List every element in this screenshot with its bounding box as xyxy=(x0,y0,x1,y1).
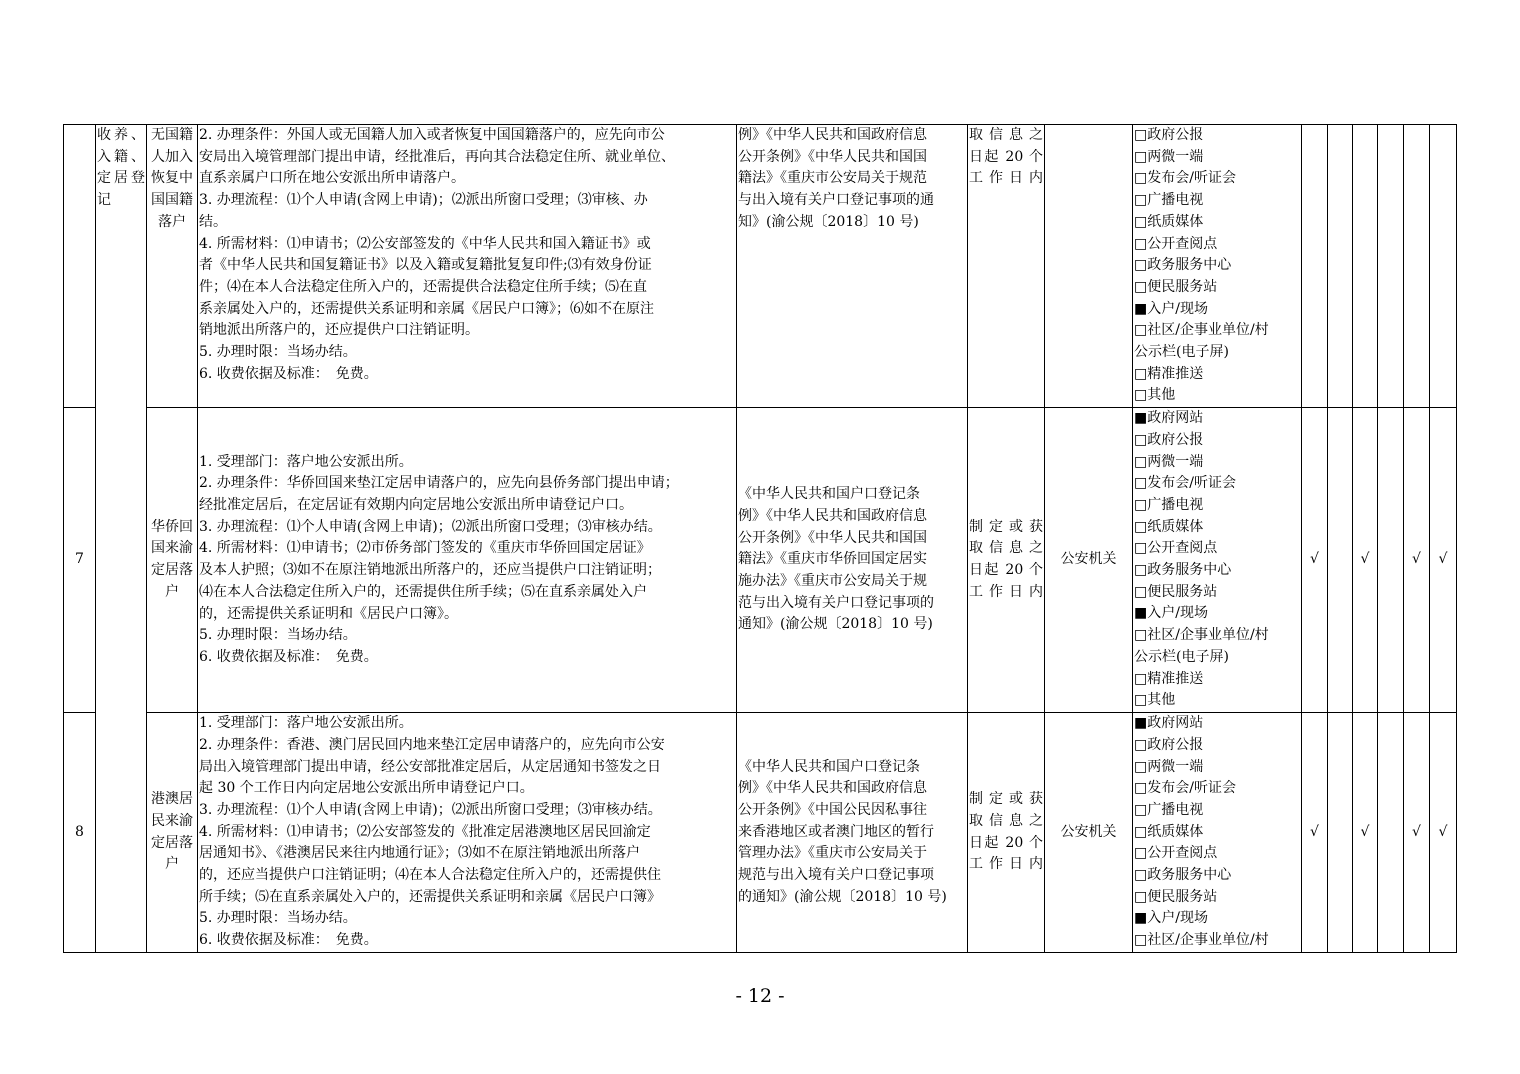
disclosure-table xyxy=(63,124,1457,953)
text-line: 安局出入境管理部门提出申请，经批准后，再向其合法稳定住所、就业单位、 xyxy=(199,148,675,165)
table-row xyxy=(64,713,1457,953)
text-line: 籍法》《重庆市华侨回国定居实 xyxy=(738,551,927,568)
text-line: 华侨回 xyxy=(151,518,193,535)
text-line: 《中华人民共和国户口登记条 xyxy=(738,758,920,775)
check-mark xyxy=(1378,408,1404,713)
text-line: 定居落 xyxy=(151,562,193,579)
text-line: 1. 受理部门：落户地公安派出所。 xyxy=(199,453,413,470)
text-line: 收养、 xyxy=(97,127,145,143)
item-name-cell xyxy=(147,713,198,953)
text-line: □公开查阅点 xyxy=(1134,235,1218,252)
text-line: ⑷在本人合法稳定住所入户的，还需提供住所手续；⑸在直系亲属处入户 xyxy=(199,583,647,600)
text-line: 结。 xyxy=(199,213,227,230)
check-mark: √ xyxy=(1404,713,1430,953)
text-line: 恢复中 xyxy=(151,170,193,187)
text-line: □社区/企事业单位/村 xyxy=(1134,322,1269,339)
text-line: 例》《中华人民共和国政府信息 xyxy=(738,780,927,797)
text-line: □广播电视 xyxy=(1134,192,1204,209)
text-line: 国国籍 xyxy=(151,192,193,209)
text-line: □两微一端 xyxy=(1134,148,1204,165)
text-line: 4. 所需材料：⑴申请书；⑵公安部签发的《批准定居港澳地区居民回渝定 xyxy=(199,823,651,840)
text-line: 来香港地区或者澳门地区的暂行 xyxy=(738,823,934,840)
text-line: 无国籍 xyxy=(151,127,193,143)
text-line: ■政府网站 xyxy=(1134,715,1204,732)
text-line: 日起 20 个 xyxy=(969,834,1043,851)
text-line: 5. 办理时限：当场办结。 xyxy=(199,910,357,927)
text-line: 公开条例》《中国公民因私事往 xyxy=(738,801,927,818)
channels-cell xyxy=(1133,125,1302,408)
text-line: □其他 xyxy=(1134,387,1176,404)
text-line: 者《中华人民共和国复籍证书》以及入籍或复籍批复复印件;⑶有效身份证 xyxy=(199,257,652,274)
item-name-cell xyxy=(147,125,198,408)
check-mark xyxy=(1404,125,1430,408)
text-line: 规范与出入境有关户口登记事项 xyxy=(738,867,934,884)
check-mark: √ xyxy=(1353,713,1378,953)
text-line: 的通知》(渝公规〔2018〕10 号) xyxy=(738,888,947,905)
text-line: □发布会/听证会 xyxy=(1134,475,1236,492)
text-line: □两微一端 xyxy=(1134,758,1204,775)
text-line: □广播电视 xyxy=(1134,496,1204,513)
text-line: 起 30 个工作日内向定居地公安派出所申请登记户口。 xyxy=(199,780,534,797)
text-line: 户 xyxy=(165,583,179,600)
text-line: 户 xyxy=(165,856,179,873)
text-line: 系亲属处入户的，还需提供关系证明和亲属《居民户口簿》；⑹如不在原注 xyxy=(199,300,654,317)
text-line: 日起 20 个 xyxy=(969,562,1043,579)
text-line: 施办法》《重庆市公安局关于规 xyxy=(738,572,927,589)
text-line: 落户 xyxy=(158,213,186,230)
text-line: 4. 所需材料：⑴申请书；⑵公安部签发的《中华人民共和国入籍证书》或 xyxy=(199,235,651,252)
text-line: 与出入境有关户口登记事项的通 xyxy=(738,192,934,209)
text-line: 直系亲属户口所在地公安派出所申请落户。 xyxy=(199,170,465,187)
check-mark: √ xyxy=(1302,713,1328,953)
check-mark xyxy=(1328,713,1353,953)
page-number: - 12 - xyxy=(735,985,785,1007)
text-line: 公开条例》《中华人民共和国国 xyxy=(738,529,927,546)
legal-basis-cell xyxy=(737,713,968,953)
check-mark: √ xyxy=(1404,408,1430,713)
text-line: □精准推送 xyxy=(1134,365,1204,382)
check-mark xyxy=(1353,125,1378,408)
text-line: 取 信 息 之 xyxy=(969,540,1043,557)
text-line: 民来渝 xyxy=(151,812,193,829)
time-limit-cell xyxy=(968,408,1045,713)
category-cell xyxy=(96,125,147,953)
text-line: 2. 办理条件：外国人或无国籍人加入或者恢复中国国籍落户的，应先向市公 xyxy=(199,127,665,143)
department-cell: 公安机关 xyxy=(1045,408,1133,713)
text-line: 5. 办理时限：当场办结。 xyxy=(199,344,357,361)
text-line: □纸质媒体 xyxy=(1134,518,1204,535)
text-line: □两微一端 xyxy=(1134,453,1204,470)
legal-basis-cell xyxy=(737,125,968,408)
text-line: □政府公报 xyxy=(1134,431,1204,448)
text-line: 1. 受理部门：落户地公安派出所。 xyxy=(199,715,413,732)
text-line: ■入户/现场 xyxy=(1134,910,1208,927)
text-line: 4. 所需材料：⑴申请书；⑵市侨务部门签发的《重庆市华侨回国定居证》 xyxy=(199,540,651,557)
text-line: 3. 办理流程：⑴个人申请(含网上申请)；⑵派出所窗口受理；⑶审核、办 xyxy=(199,192,648,209)
text-line: □纸质媒体 xyxy=(1134,823,1204,840)
text-line: 3. 办理流程：⑴个人申请(含网上申请)；⑵派出所窗口受理；⑶审核办结。 xyxy=(199,518,662,535)
text-line: □政务服务中心 xyxy=(1134,257,1232,274)
row-number: 8 xyxy=(64,713,96,953)
text-line: 公示栏(电子屏) xyxy=(1134,344,1229,361)
text-line: □政务服务中心 xyxy=(1134,562,1232,579)
text-line: □广播电视 xyxy=(1134,801,1204,818)
text-line: 港澳居 xyxy=(151,791,193,808)
check-mark: √ xyxy=(1430,713,1457,953)
text-line: □政务服务中心 xyxy=(1134,867,1232,884)
text-line: 《中华人民共和国户口登记条 xyxy=(738,486,920,503)
text-line: □便民服务站 xyxy=(1134,278,1218,295)
text-line: □政府公报 xyxy=(1134,127,1204,143)
text-line: 国来渝 xyxy=(151,540,193,557)
text-line: □政府公报 xyxy=(1134,736,1204,753)
text-line: 所手续；⑸在直系亲属处入户的，还需提供关系证明和亲属《居民户口簿》 xyxy=(199,888,661,905)
text-line: 的，还应当提供户口注销证明；⑷在本人合法稳定住所入户的，还需提供住 xyxy=(199,867,661,884)
text-line: 公开条例》《中华人民共和国国 xyxy=(738,148,927,165)
check-mark xyxy=(1430,125,1457,408)
text-line: □社区/企事业单位/村 xyxy=(1134,932,1269,949)
text-line: 制 定 或 获 xyxy=(969,791,1043,808)
text-line: 2. 办理条件：华侨回国来垫江定居申请落户的，应先向县侨务部门提出申请； xyxy=(199,475,679,492)
text-line: 例》《中华人民共和国政府信息 xyxy=(738,507,927,524)
text-line: 制 定 或 获 xyxy=(969,518,1043,535)
text-line: 取 信 息 之 xyxy=(969,127,1043,143)
check-mark: √ xyxy=(1302,408,1328,713)
text-line: ■入户/现场 xyxy=(1134,605,1208,622)
text-line: 工作日内 xyxy=(969,170,1043,187)
text-line: 工作日内 xyxy=(969,856,1043,873)
text-line: ■政府网站 xyxy=(1134,410,1204,427)
check-mark xyxy=(1328,408,1353,713)
channels-cell xyxy=(1133,713,1302,953)
department-cell: 公安机关 xyxy=(1045,713,1133,953)
text-line: 范与出入境有关户口登记事项的 xyxy=(738,594,934,611)
text-line: □发布会/听证会 xyxy=(1134,780,1236,797)
check-mark xyxy=(1328,125,1353,408)
content-cell xyxy=(198,125,737,408)
text-line: 工作日内 xyxy=(969,583,1043,600)
text-line: □公开查阅点 xyxy=(1134,845,1218,862)
content-cell xyxy=(198,408,737,713)
text-line: 定居登 xyxy=(97,170,145,187)
text-line: □其他 xyxy=(1134,692,1176,709)
text-line: 经批准定居后，在定居证有效期内向定居地公安派出所申请登记户口。 xyxy=(199,497,633,514)
text-line: □便民服务站 xyxy=(1134,888,1218,905)
text-line: □便民服务站 xyxy=(1134,583,1218,600)
text-line: 取 信 息 之 xyxy=(969,812,1043,829)
text-line: 销地派出所落户的，还应提供户口注销证明。 xyxy=(199,322,479,339)
row-number xyxy=(64,125,96,408)
check-mark xyxy=(1378,713,1404,953)
text-line: 6. 收费依据及标准： 免费。 xyxy=(199,365,378,382)
content-cell xyxy=(198,713,737,953)
channels-cell xyxy=(1133,408,1302,713)
text-line: 居通知书》、《港澳居民来往内地通行证》；⑶如不在原注销地派出所落户 xyxy=(199,845,640,862)
text-line: 的，还需提供关系证明和《居民户口簿》。 xyxy=(199,605,458,622)
time-limit-cell xyxy=(968,713,1045,953)
check-mark xyxy=(1302,125,1328,408)
check-mark xyxy=(1378,125,1404,408)
time-limit-cell xyxy=(968,125,1045,408)
text-line: 入籍、 xyxy=(97,148,145,165)
text-line: 例》《中华人民共和国政府信息 xyxy=(738,127,927,143)
text-line: □公开查阅点 xyxy=(1134,540,1218,557)
text-line: 人加入 xyxy=(151,148,193,165)
text-line: □精准推送 xyxy=(1134,670,1204,687)
text-line: 局出入境管理部门提出申请，经公安部批准定居后，从定居通知书签发之日 xyxy=(199,758,661,775)
check-mark: √ xyxy=(1353,408,1378,713)
text-line: 件；⑷在本人合法稳定住所入户的，还需提供合法稳定住所手续；⑸在直 xyxy=(199,278,647,295)
text-line: 6. 收费依据及标准： 免费。 xyxy=(199,648,378,665)
text-line: 通知》(渝公规〔2018〕10 号) xyxy=(738,616,933,633)
text-line: □纸质媒体 xyxy=(1134,213,1204,230)
text-line: 日起 20 个 xyxy=(969,148,1043,165)
text-line: 2. 办理条件：香港、澳门居民回内地来垫江定居申请落户的，应先向市公安 xyxy=(199,736,665,753)
check-mark: √ xyxy=(1430,408,1457,713)
text-line: □社区/企事业单位/村 xyxy=(1134,627,1269,644)
text-line: 管理办法》《重庆市公安局关于 xyxy=(738,845,927,862)
row-number: 7 xyxy=(64,408,96,713)
text-line: ■入户/现场 xyxy=(1134,300,1208,317)
item-name-cell xyxy=(147,408,198,713)
text-line: 6. 收费依据及标准： 免费。 xyxy=(199,932,378,949)
text-line: 及本人护照；⑶如不在原注销地派出所落户的，还应当提供户口注销证明； xyxy=(199,562,661,579)
department-cell xyxy=(1045,125,1133,408)
table-row xyxy=(64,408,1457,713)
text-line: □发布会/听证会 xyxy=(1134,170,1236,187)
text-line: 公示栏(电子屏) xyxy=(1134,648,1229,665)
text-line: 定居落 xyxy=(151,834,193,851)
text-line: 记 xyxy=(97,192,111,209)
text-line: 籍法》《重庆市公安局关于规范 xyxy=(738,170,927,187)
table-row xyxy=(64,125,1457,408)
text-line: 知》(渝公规〔2018〕10 号) xyxy=(738,213,919,230)
legal-basis-cell xyxy=(737,408,968,713)
text-line: 5. 办理时限：当场办结。 xyxy=(199,627,357,644)
text-line: 3. 办理流程：⑴个人申请(含网上申请)；⑵派出所窗口受理；⑶审核办结。 xyxy=(199,801,662,818)
